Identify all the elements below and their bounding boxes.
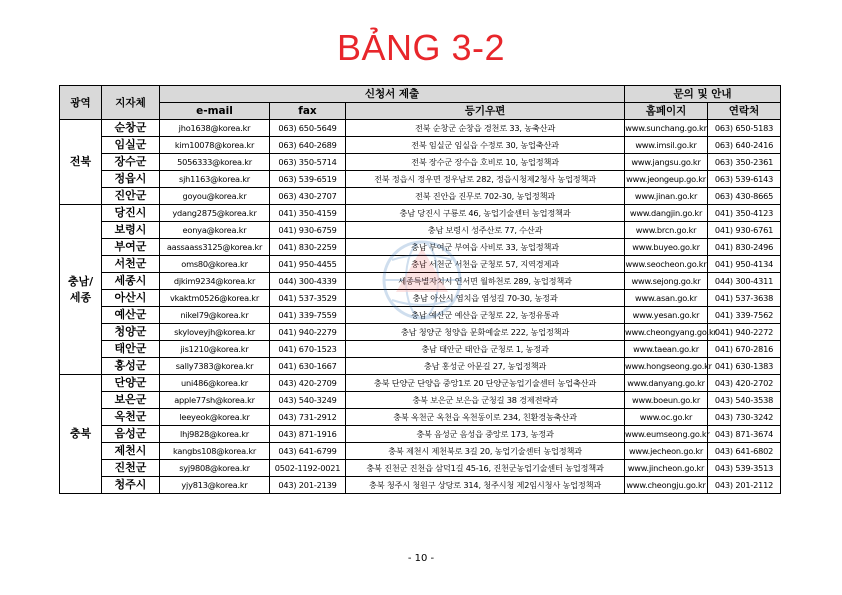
city-cell: 장수군 — [102, 154, 160, 171]
header-application-group: 신청서 제출 — [160, 86, 625, 103]
fax-cell: 043) 731-2912 — [270, 409, 346, 426]
homepage-cell[interactable]: www.eumseong.go.kr — [625, 426, 708, 443]
email-cell[interactable]: sally7383@korea.kr — [160, 358, 270, 375]
homepage-cell[interactable]: www.sejong.go.kr — [625, 273, 708, 290]
email-cell[interactable]: djkim9234@korea.kr — [160, 273, 270, 290]
fax-cell: 043) 871-1916 — [270, 426, 346, 443]
phone-cell: 041) 950-4134 — [708, 256, 781, 273]
header-email: e-mail — [160, 103, 270, 120]
city-cell: 진천군 — [102, 460, 160, 477]
address-cell: 전북 장수군 장수읍 호비로 10, 농업정책과 — [346, 154, 625, 171]
city-cell: 음성군 — [102, 426, 160, 443]
table-row — [60, 443, 781, 460]
fax-cell: 043) 641-6799 — [270, 443, 346, 460]
city-cell: 보은군 — [102, 392, 160, 409]
homepage-cell[interactable]: www.jecheon.go.kr — [625, 443, 708, 460]
phone-cell: 041) 670-2816 — [708, 341, 781, 358]
address-cell: 충남 당진시 구룡로 46, 농업기술센터 농업정책과 — [346, 205, 625, 222]
email-cell[interactable]: leeyeok@korea.kr — [160, 409, 270, 426]
homepage-cell[interactable]: www.dangjin.go.kr — [625, 205, 708, 222]
homepage-cell[interactable]: www.danyang.go.kr — [625, 375, 708, 392]
email-cell[interactable]: nikel79@korea.kr — [160, 307, 270, 324]
email-cell[interactable]: goyou@korea.kr — [160, 188, 270, 205]
city-cell: 아산시 — [102, 290, 160, 307]
header-phone: 연락처 — [708, 103, 781, 120]
city-cell: 청양군 — [102, 324, 160, 341]
phone-cell: 041) 940-2272 — [708, 324, 781, 341]
table-row — [60, 188, 781, 205]
fax-cell: 041) 930-6759 — [270, 222, 346, 239]
city-cell: 진안군 — [102, 188, 160, 205]
table-row — [60, 477, 781, 494]
email-cell[interactable]: aassaass3125@korea.kr — [160, 239, 270, 256]
header-branch: 지자체 — [102, 86, 160, 120]
fax-cell: 041) 940-2279 — [270, 324, 346, 341]
homepage-cell[interactable]: www.yesan.go.kr — [625, 307, 708, 324]
fax-cell: 0502-1192-0021 — [270, 460, 346, 477]
fax-cell: 043) 201-2139 — [270, 477, 346, 494]
city-cell: 정읍시 — [102, 171, 160, 188]
email-cell[interactable]: eonya@korea.kr — [160, 222, 270, 239]
table-row — [60, 341, 781, 358]
homepage-cell[interactable]: www.taean.go.kr — [625, 341, 708, 358]
address-cell: 충북 옥천군 옥천읍 옥천동이로 234, 친환경농축산과 — [346, 409, 625, 426]
fax-cell: 063) 430-2707 — [270, 188, 346, 205]
homepage-cell[interactable]: www.seocheon.go.kr — [625, 256, 708, 273]
address-cell: 충남 홍성군 아문길 27, 농업정책과 — [346, 358, 625, 375]
email-cell[interactable]: vkaktm0526@korea.kr — [160, 290, 270, 307]
phone-cell: 063) 430-8665 — [708, 188, 781, 205]
phone-cell: 043) 420-2702 — [708, 375, 781, 392]
fax-cell: 043) 540-3249 — [270, 392, 346, 409]
table-row — [60, 171, 781, 188]
phone-cell: 063) 539-6143 — [708, 171, 781, 188]
fax-cell: 041) 339-7559 — [270, 307, 346, 324]
address-cell: 충북 단양군 단양읍 중앙1로 20 단양군농업기술센터 농업축산과 — [346, 375, 625, 392]
city-cell: 세종시 — [102, 273, 160, 290]
contact-table — [59, 85, 781, 494]
homepage-cell[interactable]: www.cheongyang.go.kr — [625, 324, 708, 341]
address-cell: 충남 아산시 염치읍 염성길 70-30, 농정과 — [346, 290, 625, 307]
city-cell: 태안군 — [102, 341, 160, 358]
homepage-cell[interactable]: www.hongseong.go.kr — [625, 358, 708, 375]
phone-cell: 043) 539-3513 — [708, 460, 781, 477]
table-row — [60, 460, 781, 477]
phone-cell: 043) 730-3242 — [708, 409, 781, 426]
address-cell: 충북 진천군 진천읍 삼덕1길 45-16, 진천군농업기술센터 농업정책과 — [346, 460, 625, 477]
header-region: 광역 — [60, 86, 102, 120]
homepage-cell[interactable]: www.brcn.go.kr — [625, 222, 708, 239]
city-cell: 순창군 — [102, 120, 160, 137]
phone-cell: 041) 630-1383 — [708, 358, 781, 375]
homepage-cell[interactable]: www.sunchang.go.kr — [625, 120, 708, 137]
homepage-cell[interactable]: www.jangsu.go.kr — [625, 154, 708, 171]
city-cell: 단양군 — [102, 375, 160, 392]
email-cell[interactable]: kangbs108@korea.kr — [160, 443, 270, 460]
table-row — [60, 154, 781, 171]
header-homepage: 홈페이지 — [625, 103, 708, 120]
email-cell[interactable]: jho1638@korea.kr — [160, 120, 270, 137]
email-cell[interactable]: lhj9828@korea.kr — [160, 426, 270, 443]
city-cell: 임실군 — [102, 137, 160, 154]
email-cell[interactable]: kim10078@korea.kr — [160, 137, 270, 154]
homepage-cell[interactable]: www.asan.go.kr — [625, 290, 708, 307]
homepage-cell[interactable]: www.buyeo.go.kr — [625, 239, 708, 256]
table-row — [60, 290, 781, 307]
phone-cell: 041) 339-7562 — [708, 307, 781, 324]
email-cell[interactable]: oms80@korea.kr — [160, 256, 270, 273]
city-cell: 서천군 — [102, 256, 160, 273]
fax-cell: 063) 350-5714 — [270, 154, 346, 171]
email-cell[interactable]: apple77sh@korea.kr — [160, 392, 270, 409]
address-cell: 전북 진안읍 진무로 702-30, 농업정책과 — [346, 188, 625, 205]
city-cell: 청주시 — [102, 477, 160, 494]
region-cell: 전북 — [60, 120, 102, 205]
address-cell: 충북 보은군 보은읍 군청길 38 경제전략과 — [346, 392, 625, 409]
fax-cell: 063) 640-2689 — [270, 137, 346, 154]
page-title: BẢNG 3-2 — [336, 27, 506, 68]
phone-cell: 043) 201-2112 — [708, 477, 781, 494]
homepage-cell[interactable]: www.cheongju.go.kr — [625, 477, 708, 494]
email-cell[interactable]: skyloveyjh@korea.kr — [160, 324, 270, 341]
email-cell[interactable]: syj9808@korea.kr — [160, 460, 270, 477]
fax-cell: 043) 420-2709 — [270, 375, 346, 392]
email-cell[interactable]: yjy813@korea.kr — [160, 477, 270, 494]
phone-cell: 041) 830-2496 — [708, 239, 781, 256]
address-cell: 전북 정읍시 정우면 정우남로 282, 정읍시청제2청사 농업정책과 — [346, 171, 625, 188]
city-cell: 예산군 — [102, 307, 160, 324]
phone-cell: 043) 871-3674 — [708, 426, 781, 443]
table-row — [60, 273, 781, 290]
address-cell: 충남 부여군 부여읍 사비로 33, 농업정책과 — [346, 239, 625, 256]
table-row — [60, 375, 781, 392]
table-row — [60, 256, 781, 273]
homepage-cell[interactable]: www.jeongeup.go.kr — [625, 171, 708, 188]
city-cell: 홍성군 — [102, 358, 160, 375]
phone-cell: 041) 350-4123 — [708, 205, 781, 222]
homepage-cell[interactable]: www.jinan.go.kr — [625, 188, 708, 205]
address-cell: 충남 서천군 서천읍 군청로 57, 지역경제과 — [346, 256, 625, 273]
phone-cell: 043) 540-3538 — [708, 392, 781, 409]
city-cell: 옥천군 — [102, 409, 160, 426]
phone-cell: 063) 640-2416 — [708, 137, 781, 154]
email-cell[interactable]: uni486@korea.kr — [160, 375, 270, 392]
table-row — [60, 239, 781, 256]
table-row — [60, 392, 781, 409]
fax-cell: 041) 537-3529 — [270, 290, 346, 307]
address-cell: 충남 보령시 성주산로 77, 수산과 — [346, 222, 625, 239]
header-address: 등기우편 — [346, 103, 625, 120]
region-cell: 충북 — [60, 375, 102, 494]
fax-cell: 063) 539-6519 — [270, 171, 346, 188]
email-cell[interactable]: 5056333@korea.kr — [160, 154, 270, 171]
address-cell: 충남 예산군 예산읍 군청로 22, 농정유통과 — [346, 307, 625, 324]
table-row — [60, 358, 781, 375]
address-cell: 충북 음성군 음성읍 중앙로 173, 농정과 — [346, 426, 625, 443]
header-inquiry-group: 문의 및 안내 — [625, 86, 781, 103]
address-cell: 전북 순창군 순창읍 경천로 33, 농축산과 — [346, 120, 625, 137]
city-cell: 제천시 — [102, 443, 160, 460]
fax-cell: 041) 950-4455 — [270, 256, 346, 273]
region-cell: 충남/ 세종 — [60, 205, 102, 375]
address-cell: 충북 청주시 청원구 상당로 314, 청주시청 제2임시청사 농업정책과 — [346, 477, 625, 494]
table-row — [60, 426, 781, 443]
fax-cell: 063) 650-5649 — [270, 120, 346, 137]
table-row — [60, 137, 781, 154]
homepage-cell[interactable]: www.imsil.go.kr — [625, 137, 708, 154]
header-fax: fax — [270, 103, 346, 120]
homepage-cell[interactable]: www.oc.go.kr — [625, 409, 708, 426]
city-cell: 당진시 — [102, 205, 160, 222]
table-row — [60, 222, 781, 239]
fax-cell: 041) 670-1523 — [270, 341, 346, 358]
address-cell: 충북 제천시 제천북로 3길 20, 농업기술센터 농업정책과 — [346, 443, 625, 460]
homepage-cell[interactable]: www.boeun.go.kr — [625, 392, 708, 409]
address-cell: 충남 태안군 태안읍 군청로 1, 농정과 — [346, 341, 625, 358]
address-cell: 충남 청양군 청양읍 문화예술로 222, 농업정책과 — [346, 324, 625, 341]
phone-cell: 041) 537-3638 — [708, 290, 781, 307]
table-row — [60, 409, 781, 426]
city-cell: 보령시 — [102, 222, 160, 239]
table-row — [60, 307, 781, 324]
address-cell: 전북 임실군 임실읍 수정로 30, 농업축산과 — [346, 137, 625, 154]
table-row — [60, 120, 781, 137]
table-row — [60, 205, 781, 222]
address-cell: 세종특별자치시 연서면 월하천로 289, 농업정책과 — [346, 273, 625, 290]
fax-cell: 041) 350-4159 — [270, 205, 346, 222]
city-cell: 부여군 — [102, 239, 160, 256]
fax-cell: 041) 830-2259 — [270, 239, 346, 256]
phone-cell: 063) 350-2361 — [708, 154, 781, 171]
email-cell[interactable]: jis1210@korea.kr — [160, 341, 270, 358]
phone-cell: 041) 930-6761 — [708, 222, 781, 239]
homepage-cell[interactable]: www.jincheon.go.kr — [625, 460, 708, 477]
phone-cell: 063) 650-5183 — [708, 120, 781, 137]
phone-cell: 043) 641-6802 — [708, 443, 781, 460]
email-cell[interactable]: sjh1163@korea.kr — [160, 171, 270, 188]
email-cell[interactable]: ydang2875@korea.kr — [160, 205, 270, 222]
table-row — [60, 324, 781, 341]
fax-cell: 041) 630-1667 — [270, 358, 346, 375]
table-body — [60, 120, 781, 494]
page-number: - 10 - — [407, 553, 435, 564]
phone-cell: 044) 300-4311 — [708, 273, 781, 290]
fax-cell: 044) 300-4339 — [270, 273, 346, 290]
